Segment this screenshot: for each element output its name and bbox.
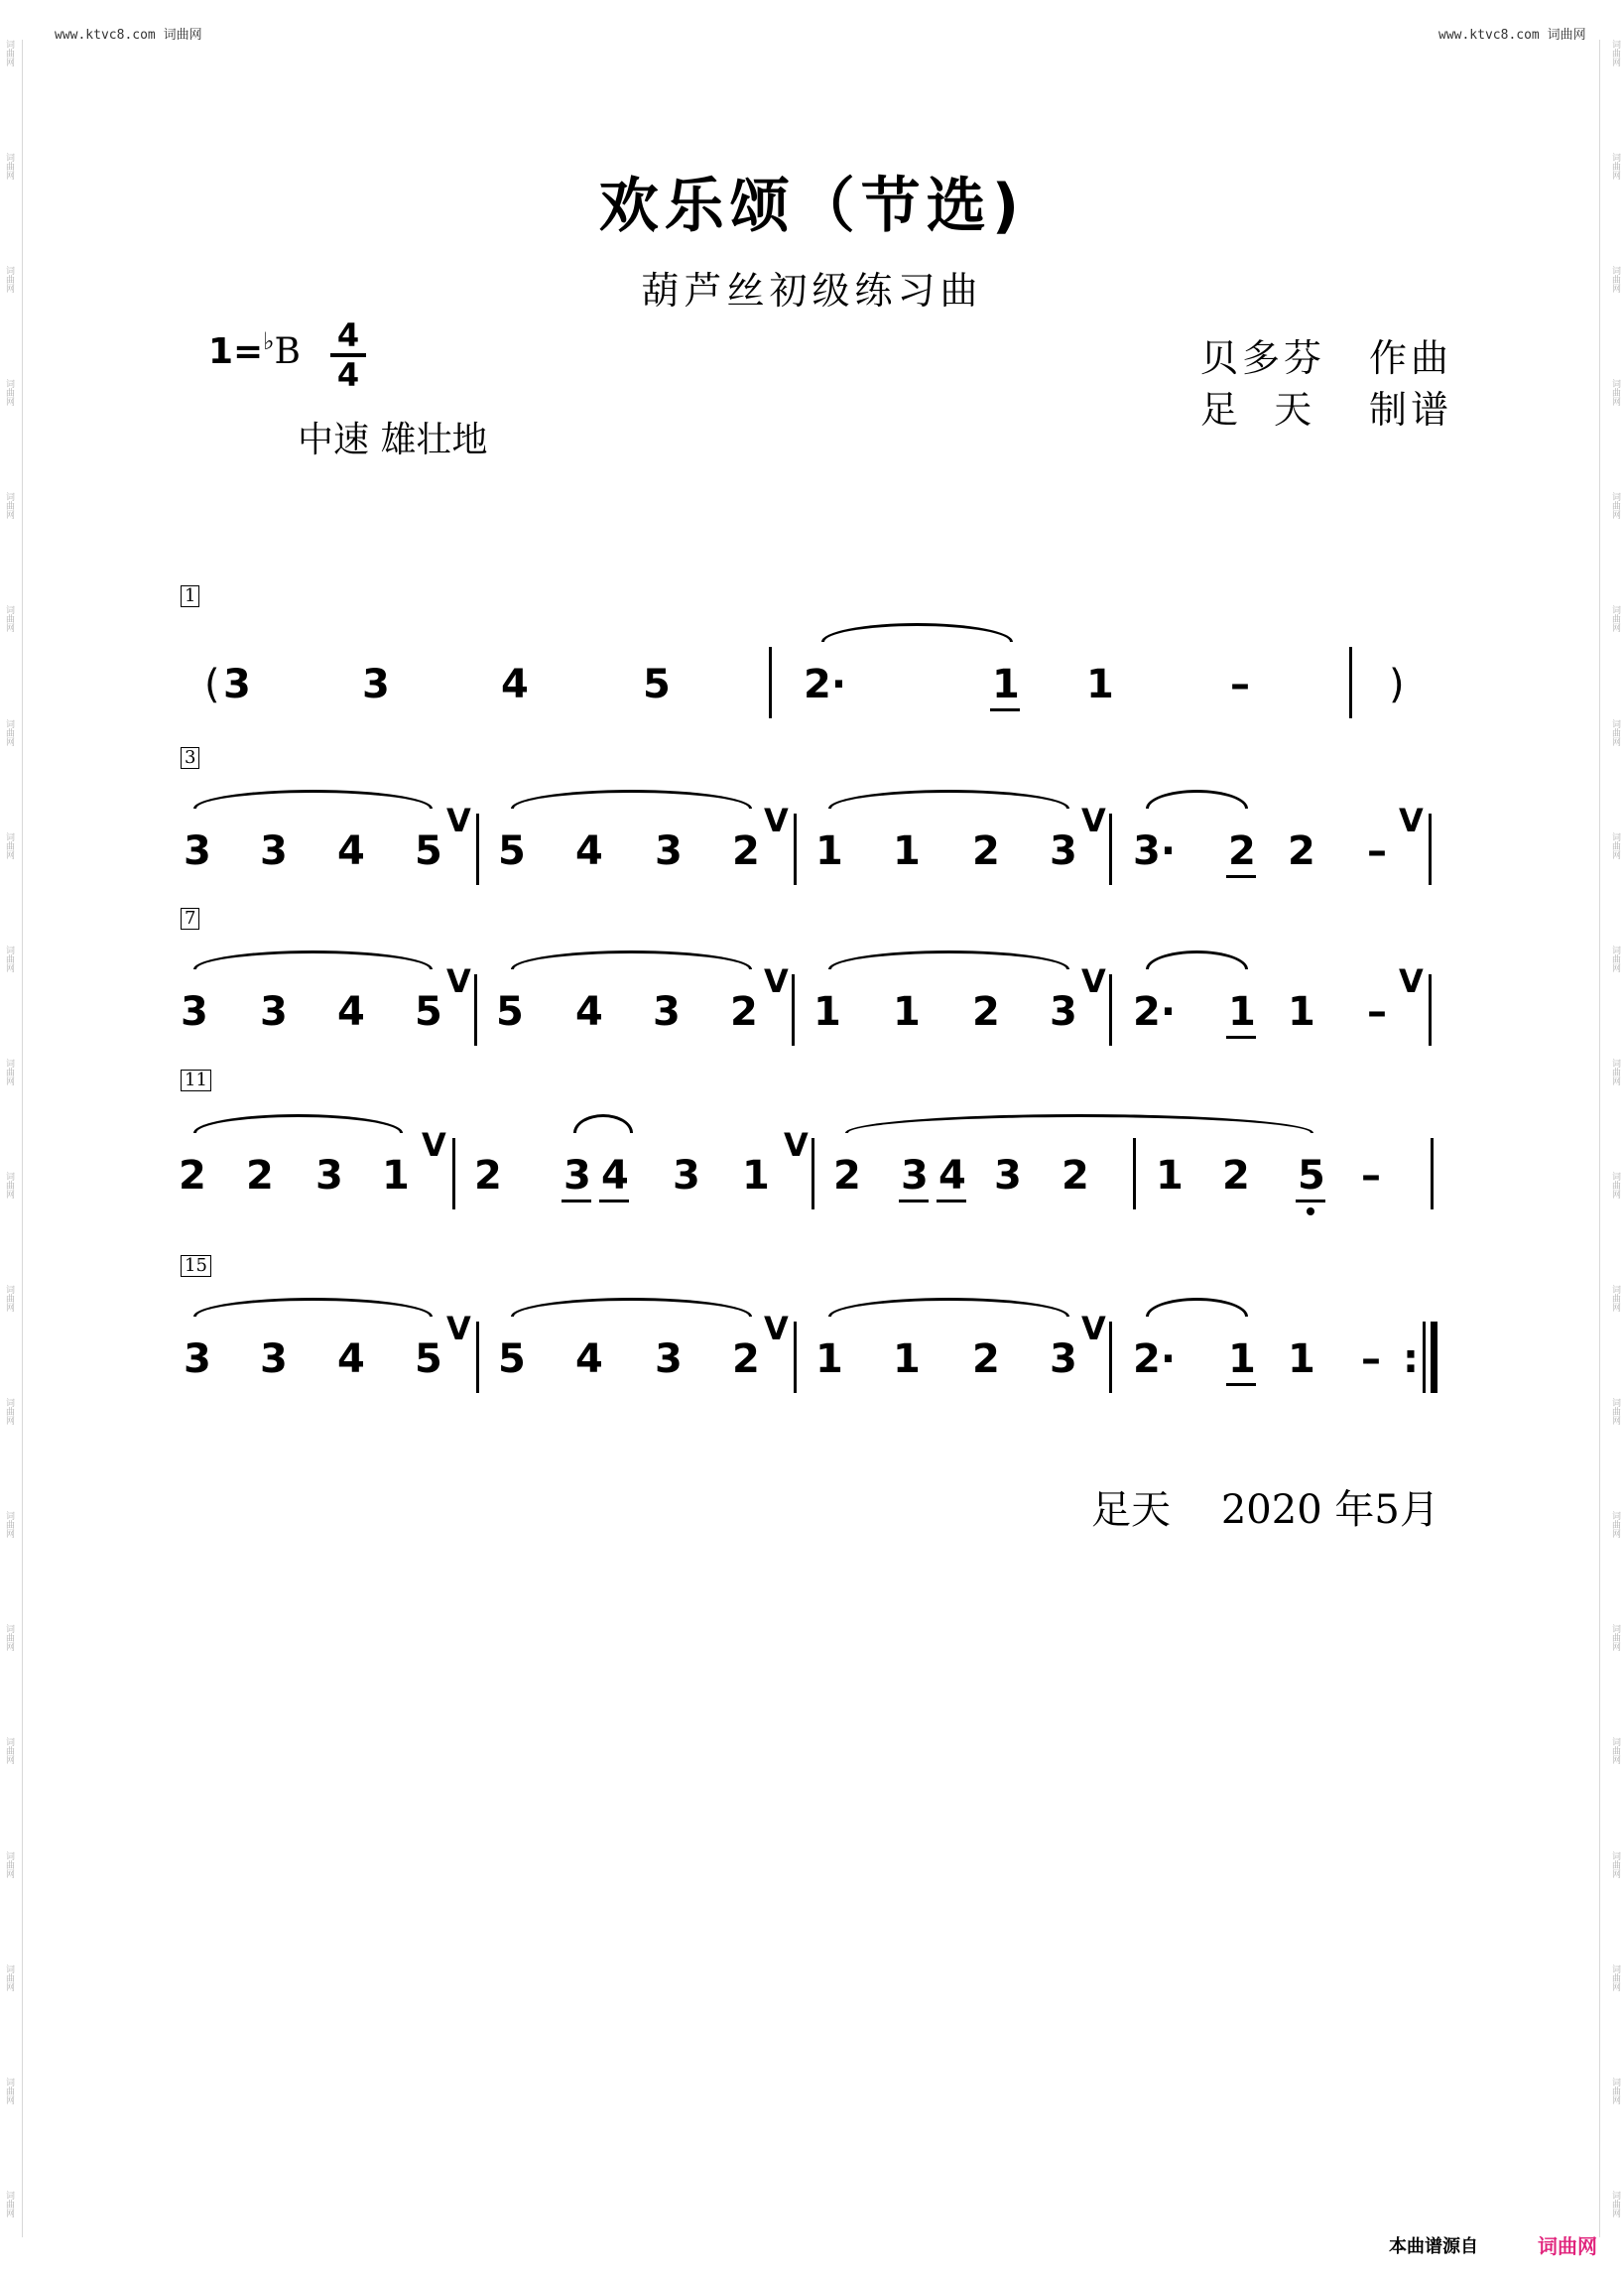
note: 1 xyxy=(1228,989,1256,1035)
breath-mark: V xyxy=(764,962,789,1000)
note: 2· xyxy=(1133,1336,1177,1382)
barline xyxy=(1109,974,1112,1046)
time-signature-bottom: 4 xyxy=(336,356,360,394)
note: 1 xyxy=(893,828,921,874)
flat-sign: ♭ xyxy=(263,327,275,355)
slur-mark xyxy=(193,1114,403,1133)
watermark-text: 词曲网 xyxy=(1610,266,1620,294)
measure-number: 15 xyxy=(181,1255,211,1277)
note: 2 xyxy=(1288,828,1315,874)
note: 5 xyxy=(1298,1153,1325,1199)
note: 4 xyxy=(575,1336,603,1382)
measure-number: 7 xyxy=(181,908,199,930)
watermark-text: 词曲网 xyxy=(4,1850,14,1878)
page-subtitle: 葫芦丝初级练习曲 xyxy=(641,269,983,313)
note: 4 xyxy=(337,828,365,874)
watermark-text: 词曲网 xyxy=(1610,1285,1620,1313)
source-label: 本曲谱源自 xyxy=(1389,2236,1478,2257)
watermark-text: 词曲网 xyxy=(1610,1963,1620,1991)
note: 4 xyxy=(601,1153,629,1199)
slur-mark xyxy=(193,790,433,809)
note: 5 xyxy=(498,828,526,874)
underline-mark xyxy=(937,1200,966,1202)
note: 1 xyxy=(1228,1336,1256,1382)
measure-number: 11 xyxy=(181,1070,211,1091)
watermark-text: 词曲网 xyxy=(4,2077,14,2104)
note: 5 xyxy=(498,1336,526,1382)
underline-mark xyxy=(990,708,1020,711)
breath-mark: V xyxy=(446,1310,471,1347)
note: 5 xyxy=(496,989,524,1035)
watermark-text: 词曲网 xyxy=(4,1737,14,1765)
note: 3 xyxy=(362,662,390,707)
note: 3· xyxy=(1133,828,1177,874)
watermark-text: 词曲网 xyxy=(1610,492,1620,520)
note: 3 xyxy=(315,1153,343,1199)
underline-mark xyxy=(899,1200,929,1202)
watermark-text: 词曲网 xyxy=(1610,1058,1620,1085)
note: 2 xyxy=(179,1153,206,1199)
barline xyxy=(1429,974,1432,1046)
note: 1 xyxy=(1288,989,1315,1035)
footer-date: 足天 2020 年5月 xyxy=(1091,1487,1439,1533)
breath-mark: V xyxy=(1399,962,1424,1000)
watermark-text: 词曲网 xyxy=(1610,2190,1620,2217)
slur-mark xyxy=(573,1114,633,1133)
note: 5 xyxy=(415,828,442,874)
breath-mark: V xyxy=(446,962,471,1000)
note: 2 xyxy=(732,828,760,874)
key-signature xyxy=(208,327,301,372)
underline-mark xyxy=(1226,1383,1256,1386)
slur-mark xyxy=(511,950,752,969)
slur-mark xyxy=(1146,1298,1248,1317)
barline xyxy=(1133,1138,1136,1209)
note: 3 xyxy=(673,1153,700,1199)
note: 3 xyxy=(223,662,251,707)
breath-mark: V xyxy=(1081,962,1106,1000)
note: 1 xyxy=(893,989,921,1035)
note: 2 xyxy=(1062,1153,1089,1199)
repeat-dots: : xyxy=(1403,1336,1419,1382)
watermark-text: 词曲网 xyxy=(1610,153,1620,181)
underline-mark xyxy=(1226,875,1256,878)
note: 3 xyxy=(1050,828,1077,874)
watermark-text: 词曲网 xyxy=(1610,1398,1620,1426)
composer-role: 作曲 xyxy=(1369,336,1453,380)
tempo-marking: 中速 雄壮地 xyxy=(298,420,488,460)
bracket-mark: ) xyxy=(1389,662,1405,707)
watermark-text: 词曲网 xyxy=(4,605,14,633)
slur-mark xyxy=(828,1298,1069,1317)
note: 4 xyxy=(938,1153,966,1199)
note: 2 xyxy=(1222,1153,1250,1199)
note: 1 xyxy=(1086,662,1114,707)
watermark-text: 词曲网 xyxy=(1610,1171,1620,1199)
note: 2 xyxy=(972,828,1000,874)
slur-mark xyxy=(845,1114,1313,1133)
measure-number: 3 xyxy=(181,747,199,769)
time-signature-top: 4 xyxy=(336,316,360,354)
low-octave-dot xyxy=(1307,1207,1314,1215)
note: – xyxy=(1367,828,1387,874)
key-note: B xyxy=(274,331,302,372)
left-frame-line xyxy=(22,40,23,2237)
key-prefix: 1= xyxy=(208,331,264,372)
note: 4 xyxy=(337,989,365,1035)
right-frame-line xyxy=(1599,40,1600,2237)
watermark-text: 词曲网 xyxy=(1610,1511,1620,1539)
watermark-text: 词曲网 xyxy=(4,379,14,407)
watermark-text: 词曲网 xyxy=(4,492,14,520)
watermark-text: 词曲网 xyxy=(1610,1737,1620,1765)
note: 4 xyxy=(575,828,603,874)
barline xyxy=(452,1138,455,1209)
note: 5 xyxy=(415,1336,442,1382)
watermark-text: 词曲网 xyxy=(4,40,14,66)
note: 3 xyxy=(260,1336,288,1382)
note: 2 xyxy=(1228,828,1256,874)
watermark-text: 词曲网 xyxy=(1610,379,1620,407)
watermark-text: 词曲网 xyxy=(4,831,14,859)
watermark-text: 词曲网 xyxy=(1610,2077,1620,2104)
watermark-text: 词曲网 xyxy=(4,1171,14,1199)
slur-mark xyxy=(511,1298,752,1317)
watermark-text: 词曲网 xyxy=(4,945,14,972)
final-barline xyxy=(1431,1322,1437,1393)
note: – xyxy=(1367,989,1387,1035)
note: 2 xyxy=(730,989,758,1035)
note: 2 xyxy=(972,1336,1000,1382)
note: – xyxy=(1361,1153,1381,1199)
breath-mark: V xyxy=(764,802,789,839)
note: 3 xyxy=(184,1336,211,1382)
note: 2 xyxy=(732,1336,760,1382)
underline-mark xyxy=(1226,1036,1256,1039)
barline xyxy=(812,1138,814,1209)
note: 2 xyxy=(972,989,1000,1035)
note: 1 xyxy=(992,662,1020,707)
note: 5 xyxy=(643,662,671,707)
watermark-text: 词曲网 xyxy=(1610,1624,1620,1652)
barline xyxy=(1349,647,1352,718)
note: 1 xyxy=(815,1336,843,1382)
watermark-text: 词曲网 xyxy=(4,718,14,746)
slur-mark xyxy=(1146,790,1248,809)
note: 1 xyxy=(382,1153,410,1199)
barline xyxy=(1109,814,1112,885)
watermark-text: 词曲网 xyxy=(4,153,14,181)
watermark-text: 词曲网 xyxy=(4,1624,14,1652)
note: 1 xyxy=(1288,1336,1315,1382)
right-watermark-strip xyxy=(1608,40,1622,2217)
breath-mark: V xyxy=(422,1126,446,1164)
barline xyxy=(474,974,477,1046)
note: 1 xyxy=(1156,1153,1184,1199)
watermark-text: 词曲网 xyxy=(1610,831,1620,859)
watermark-text: 词曲网 xyxy=(1610,1850,1620,1878)
note: 2 xyxy=(246,1153,274,1199)
note: 1 xyxy=(815,828,843,874)
barline xyxy=(794,1322,797,1393)
breath-mark: V xyxy=(446,802,471,839)
note: 4 xyxy=(575,989,603,1035)
note: 3 xyxy=(184,828,211,874)
note: – xyxy=(1230,662,1250,707)
watermark-text: 词曲网 xyxy=(4,1398,14,1426)
barline xyxy=(1431,1138,1434,1209)
watermark-text: 词曲网 xyxy=(4,1963,14,1991)
breath-mark: V xyxy=(784,1126,809,1164)
slur-mark xyxy=(193,950,433,969)
note: 1 xyxy=(742,1153,770,1199)
composer-name: 贝多芬 xyxy=(1200,336,1326,380)
note: 3 xyxy=(653,989,681,1035)
watermark-text: 词曲网 xyxy=(1610,945,1620,972)
note: 3 xyxy=(260,989,288,1035)
header-left-link[interactable]: www.ktvc8.com 词曲网 xyxy=(55,28,202,43)
barline xyxy=(1429,814,1432,885)
watermark-text: 词曲网 xyxy=(4,1285,14,1313)
barline xyxy=(792,974,795,1046)
breath-mark: V xyxy=(764,1310,789,1347)
watermark-text: 词曲网 xyxy=(4,266,14,294)
barline xyxy=(769,647,772,718)
note: 2· xyxy=(804,662,847,707)
note: 5 xyxy=(415,989,442,1035)
watermark-text: 词曲网 xyxy=(4,1058,14,1085)
bracket-mark: ( xyxy=(204,662,220,707)
note: 3 xyxy=(655,828,683,874)
slur-mark xyxy=(511,790,752,809)
page-title: 欢乐颂（节选) xyxy=(598,172,1026,241)
measure-number: 1 xyxy=(181,585,199,607)
note: – xyxy=(1361,1336,1381,1382)
watermark-text: 词曲网 xyxy=(1610,605,1620,633)
note: 3 xyxy=(655,1336,683,1382)
note: 3 xyxy=(1050,989,1077,1035)
arranger-name: 足 天 xyxy=(1200,388,1316,432)
watermark-text: 词曲网 xyxy=(1610,718,1620,746)
note: 3 xyxy=(563,1153,591,1199)
slur-mark xyxy=(828,790,1069,809)
breath-mark: V xyxy=(1081,802,1106,839)
underline-mark xyxy=(1296,1200,1325,1202)
note: 2 xyxy=(474,1153,502,1199)
note: 4 xyxy=(337,1336,365,1382)
underline-mark xyxy=(599,1200,629,1202)
note: 1 xyxy=(813,989,841,1035)
barline xyxy=(1109,1322,1112,1393)
left-watermark-strip xyxy=(2,40,16,2217)
note: 3 xyxy=(901,1153,929,1199)
note: 3 xyxy=(181,989,208,1035)
barline xyxy=(476,1322,479,1393)
arranger-role: 制谱 xyxy=(1369,388,1453,432)
slur-mark xyxy=(193,1298,433,1317)
note: 4 xyxy=(501,662,529,707)
barline xyxy=(476,814,479,885)
slur-mark xyxy=(828,950,1069,969)
breath-mark: V xyxy=(1081,1310,1106,1347)
slur-mark xyxy=(1146,950,1248,969)
barline xyxy=(1423,1322,1426,1393)
note: 3 xyxy=(994,1153,1022,1199)
watermark-text: 词曲网 xyxy=(4,1511,14,1539)
slur-mark xyxy=(821,623,1013,642)
note: 1 xyxy=(893,1336,921,1382)
watermark-text: 词曲网 xyxy=(1610,40,1620,66)
note: 3 xyxy=(260,828,288,874)
header-right-link[interactable]: www.ktvc8.com 词曲网 xyxy=(1438,28,1586,43)
breath-mark: V xyxy=(1399,802,1424,839)
time-signature xyxy=(330,316,366,394)
barline xyxy=(794,814,797,885)
note: 3 xyxy=(1050,1336,1077,1382)
source-site-link[interactable]: 词曲网 xyxy=(1538,2234,1597,2258)
underline-mark xyxy=(562,1200,591,1202)
note: 2 xyxy=(833,1153,861,1199)
note: 2· xyxy=(1133,989,1177,1035)
watermark-text: 词曲网 xyxy=(4,2190,14,2217)
